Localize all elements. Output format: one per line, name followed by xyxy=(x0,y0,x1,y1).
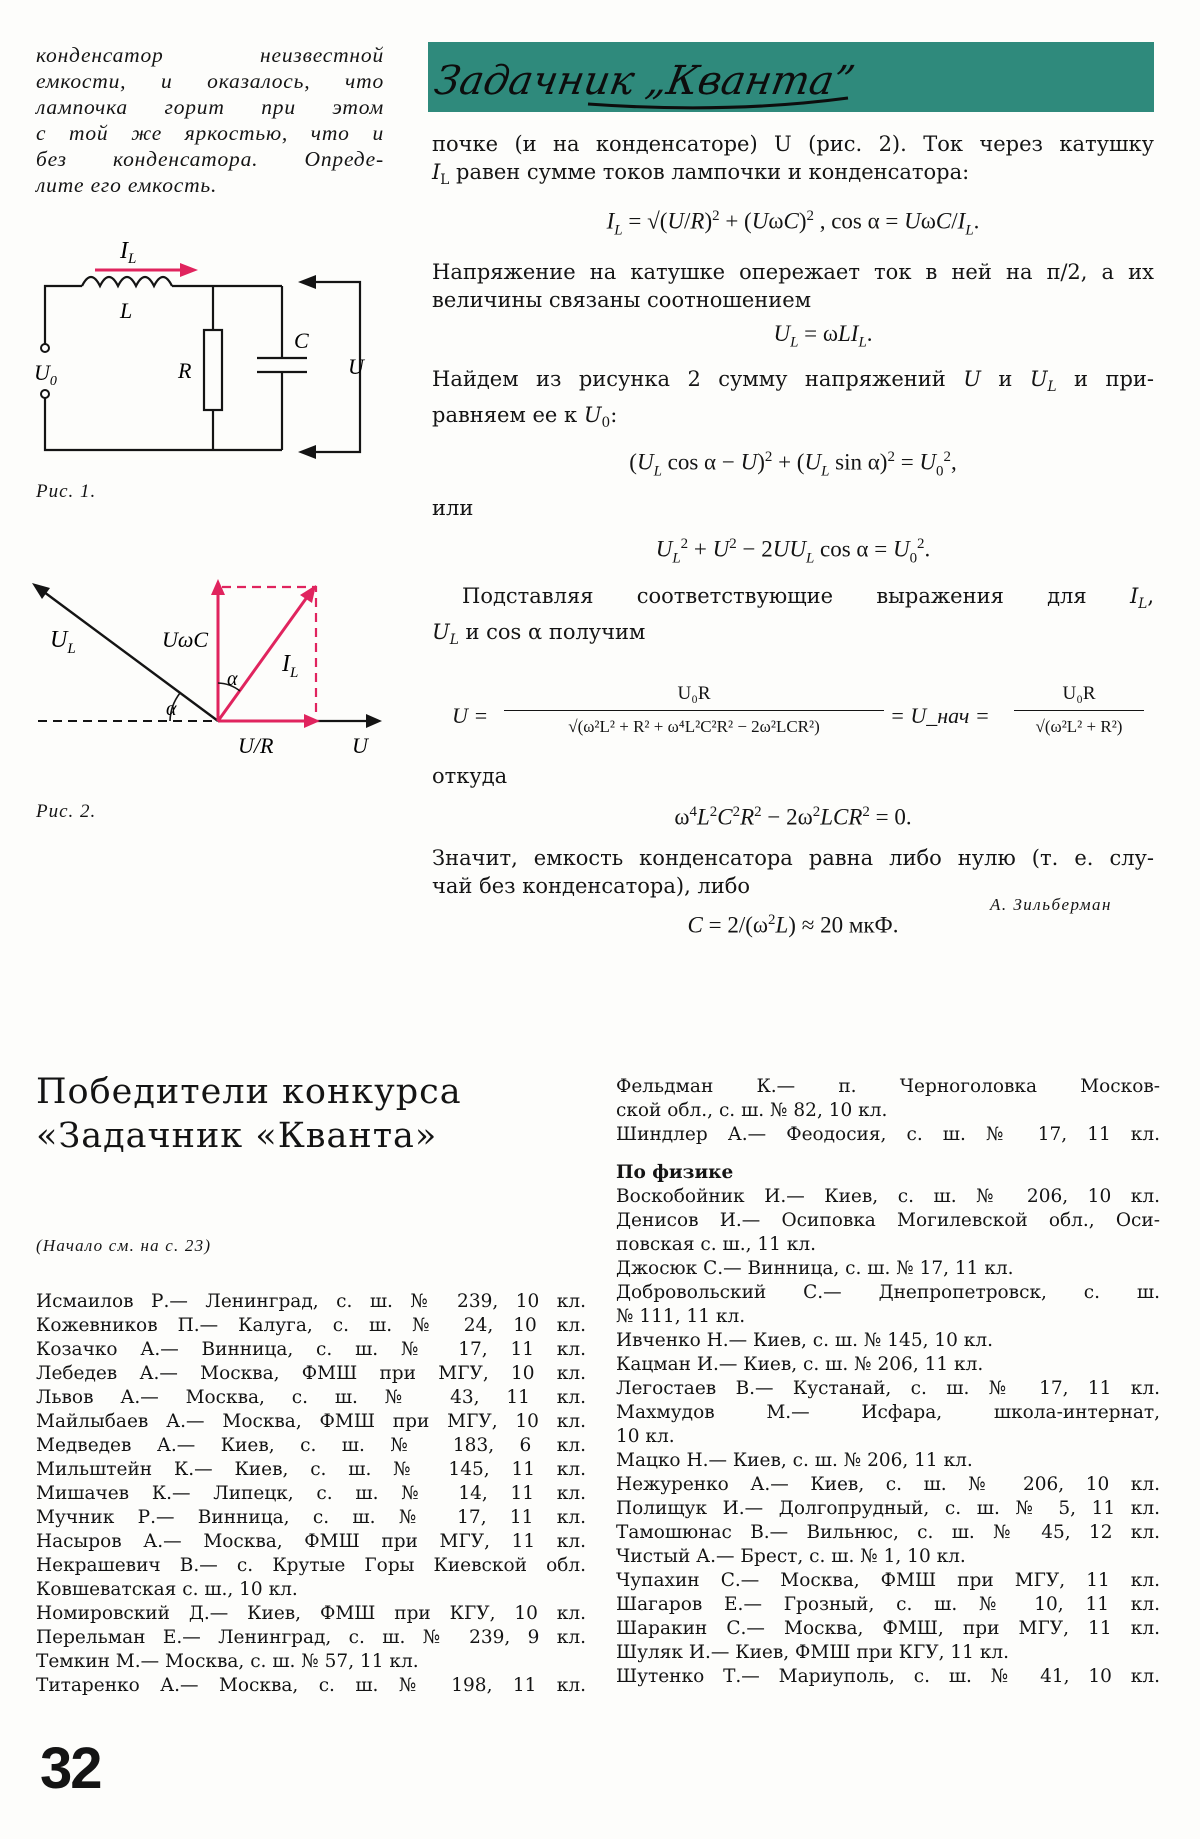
list-item: Львов А.— Москва, с. ш. № 43, 11 кл. xyxy=(36,1387,586,1408)
equation-5: U = U₀R √(ω²L² + R² + ω⁴L²C²R² − 2ω²LCR²) = U_нач = U₀R √(ω²L² + R²) xyxy=(432,680,1154,760)
list-item: Джосюк С.— Винница, с. ш. № 17, 11 кл. xyxy=(616,1258,1014,1279)
begin-note: (Начало см. на с. 23) xyxy=(36,1236,212,1255)
list-item: повская с. ш., 11 кл. xyxy=(616,1234,816,1255)
label-inductor: L xyxy=(120,298,133,323)
wire-left xyxy=(45,286,82,346)
label-ur: U/R xyxy=(238,733,274,758)
author: А. Зильберман xyxy=(990,895,1112,914)
label-capacitor: C xyxy=(294,328,309,353)
list-item: Козачко А.— Винница, с. ш. № 17, 11 кл. xyxy=(36,1339,586,1360)
list-item: Чистый А.— Брест, с. ш. № 1, 10 кл. xyxy=(616,1546,966,1567)
list-item: Легостаев В.— Кустанай, с. ш. № 17, 11 кл. xyxy=(616,1378,1160,1399)
list-item: Чупахин С.— Москва, ФМШ при МГУ, 11 кл. xyxy=(616,1570,1160,1591)
phasor-diagram xyxy=(20,575,390,760)
winners-list-right xyxy=(616,1075,1160,1689)
label-u: U xyxy=(352,733,368,758)
paragraph: $U_L$ и cos α получим xyxy=(432,620,646,649)
il-vector xyxy=(218,593,310,721)
figure1-caption: Рис. 1. xyxy=(36,481,97,502)
equation-4: $U_L^2 + U^2 - 2UU_L$ $\cos \alpha = U_0^2$. xyxy=(655,535,931,566)
list-item: Титаренко А.— Москва, с. ш. № 198, 11 кл. xyxy=(36,1675,586,1696)
list-item: Воскобойник И.— Киев, с. ш. № 206, 10 кл. xyxy=(616,1186,1160,1207)
list-item: Майлыбаев А.— Москва, ФМШ при МГУ, 10 кл. xyxy=(36,1411,586,1432)
banner-title: Задачник „Кванта” xyxy=(431,57,859,104)
list-item: № 111, 11 кл. xyxy=(616,1306,746,1327)
arrowhead-icon xyxy=(298,275,316,289)
equation-3: ($U_L$ $\cos \alpha - U)^2 + (U_L$ $\sin \alpha)^2 = U_0^2$, xyxy=(629,449,957,480)
problem-line: емкости, и оказалось, что xyxy=(36,69,384,93)
list-item: Перельман Е.— Ленинград, с. ш. № 239, 9 кл. xyxy=(36,1627,586,1648)
label-alpha: α xyxy=(227,668,238,690)
arrowhead-icon xyxy=(304,714,320,728)
list-item: Шутенко Т.— Мариуполь, с. ш. № 41, 10 кл. xyxy=(616,1666,1160,1687)
paragraph: откуда xyxy=(432,764,508,789)
paragraph: $I_L$ равен сумме токов лампочки и конденсатора: xyxy=(432,160,970,189)
list-item: Ивченко Н.— Киев, с. ш. № 145, 10 кл. xyxy=(616,1330,993,1351)
equation-2: $U_L = \omega LI_L$. xyxy=(773,321,873,352)
paragraph: или xyxy=(432,495,474,520)
terminal xyxy=(41,390,49,398)
resistor-symbol xyxy=(204,330,222,410)
label-ul: $U_L$ xyxy=(50,627,76,657)
list-item: Махмудов М.— Исфара, школа-интернат, xyxy=(616,1402,1160,1423)
paragraph: величины связаны соотношением xyxy=(432,288,812,313)
list-item: Медведев А.— Киев, с. ш. № 183, 6 кл. xyxy=(36,1435,586,1456)
paragraph: Подставляя соответствующие выражения для $I_L$, xyxy=(462,583,1154,613)
problem-text xyxy=(36,42,384,198)
paragraph: Найдем из рисунка 2 сумму напряжений U и $U_L$ и при- xyxy=(432,367,1154,396)
problem-line: без конденсатора. Опреде- xyxy=(36,147,384,171)
arrowhead-icon xyxy=(180,263,198,277)
circuit-diagram xyxy=(20,230,390,470)
list-item: Кацман И.— Киев, с. ш. № 206, 11 кл. xyxy=(616,1354,984,1375)
list-item: Шагаров Е.— Грозный, с. ш. № 10, 11 кл. xyxy=(616,1594,1160,1615)
equation-7: $C = 2/(\omega^2L) \approx 20$ мкФ. xyxy=(687,911,899,938)
list-item: Мацко Н.— Киев, с. ш. № 206, 11 кл. xyxy=(616,1450,973,1471)
list-item: Мучник Р.— Винница, с. ш. № 17, 11 кл. xyxy=(36,1507,586,1528)
list-item: Насыров А.— Москва, ФМШ при МГУ, 11 кл. xyxy=(36,1531,586,1552)
list-item: 10 кл. xyxy=(616,1426,675,1447)
paragraph: Напряжение на катушке опережает ток в ней на π/2, а их xyxy=(432,260,1154,285)
list-item: Шуляк И.— Киев, ФМШ при КГУ, 11 кл. xyxy=(616,1642,1010,1663)
label-uwc: UωC xyxy=(162,627,209,652)
list-item: Номировский Д.— Киев, ФМШ при КГУ, 10 кл. xyxy=(36,1603,586,1624)
physics-heading: По физике xyxy=(616,1162,734,1183)
problem-line: лампочка горит при этом xyxy=(36,95,384,119)
list-item: Некрашевич В.— с. Крутые Горы Киевской обл. xyxy=(36,1555,586,1576)
page-number: 32 xyxy=(40,1736,101,1801)
label-alpha: α xyxy=(166,698,177,720)
list-item: Тамошюнас В.— Вильнюс, с. ш. № 45, 12 кл. xyxy=(616,1522,1160,1543)
list-item: Денисов И.— Осиповка Могилевской обл., Оси- xyxy=(616,1210,1160,1231)
list-item: Шаракин С.— Москва, ФМШ, при МГУ, 11 кл. xyxy=(616,1618,1160,1639)
arrowhead-icon xyxy=(32,583,50,599)
figure2-caption: Рис. 2. xyxy=(36,801,97,822)
section-banner xyxy=(428,42,1154,112)
list-item: Кожевников П.— Калуга, с. ш. № 24, 10 кл. xyxy=(36,1315,586,1336)
equation-1: $I_L = √(U/R)^2 + (U\omega C)^2$ , cos α = UωC/$I_L$. xyxy=(606,208,980,239)
winners-title: Победители конкурса «Задачник «Кванта» xyxy=(36,1072,462,1156)
list-item: Исмаилов Р.— Ленинград, с. ш. № 239, 10 кл. xyxy=(36,1291,586,1312)
label-resistor: R xyxy=(178,358,192,383)
list-item: Нежуренко А.— Киев, с. ш. № 206, 10 кл. xyxy=(616,1474,1160,1495)
list-item: Ковшеватская с. ш., 10 кл. xyxy=(36,1579,298,1600)
inductor-symbol xyxy=(82,277,172,286)
paragraph: равняем ее к $U_0$: xyxy=(432,403,618,432)
list-item: Фельдман К.— п. Черноголовка Москов- xyxy=(616,1076,1160,1097)
list-item: Шиндлер А.— Феодосия, с. ш. № 17, 11 кл. xyxy=(616,1124,1160,1145)
winners-list-left xyxy=(36,1290,586,1698)
equation-6: $\omega^4L^2C^2R^2 - 2\omega^2LCR^2 = 0$. xyxy=(674,804,912,830)
list-item: Добровольский С.— Днепропетровск, с. ш. xyxy=(616,1282,1160,1303)
label-il: $I_L$ xyxy=(120,238,137,267)
problem-line: с той же яркостью, что и xyxy=(36,121,384,145)
label-u: U xyxy=(348,354,364,379)
arrowhead-icon xyxy=(366,714,382,728)
label-u0: $U_0$ xyxy=(34,360,57,389)
list-item: Темкин М.— Москва, с. ш. № 57, 11 кл. xyxy=(36,1651,419,1672)
problem-line: лите его емкость. xyxy=(36,173,218,197)
solution-text xyxy=(432,130,1154,940)
terminal xyxy=(41,344,49,352)
label-il: $I_L$ xyxy=(282,651,299,681)
wire-bottom xyxy=(45,396,282,450)
capacitor-symbol xyxy=(257,358,307,372)
paragraph: чай без конденсатора), либо xyxy=(432,873,751,898)
paragraph: Значит, емкость конденсатора равна либо нулю (т. е. слу- xyxy=(432,845,1154,870)
problem-line: конденсатор неизвестной xyxy=(36,43,384,67)
list-item: Мильштейн К.— Киев, с. ш. № 145, 11 кл. xyxy=(36,1459,586,1480)
list-item: Лебедев А.— Москва, ФМШ при МГУ, 10 кл. xyxy=(36,1363,586,1384)
arrowhead-icon xyxy=(298,445,316,459)
list-item: Мишачев К.— Липецк, с. ш. № 14, 11 кл. xyxy=(36,1483,586,1504)
list-item: Полищук И.— Долгопрудный, с. ш. № 5, 11 кл. xyxy=(616,1498,1160,1519)
paragraph: почке (и на конденсаторе) U (рис. 2). Ток через катушку xyxy=(432,132,1154,156)
list-item: ской обл., с. ш. № 82, 10 кл. xyxy=(616,1100,888,1121)
